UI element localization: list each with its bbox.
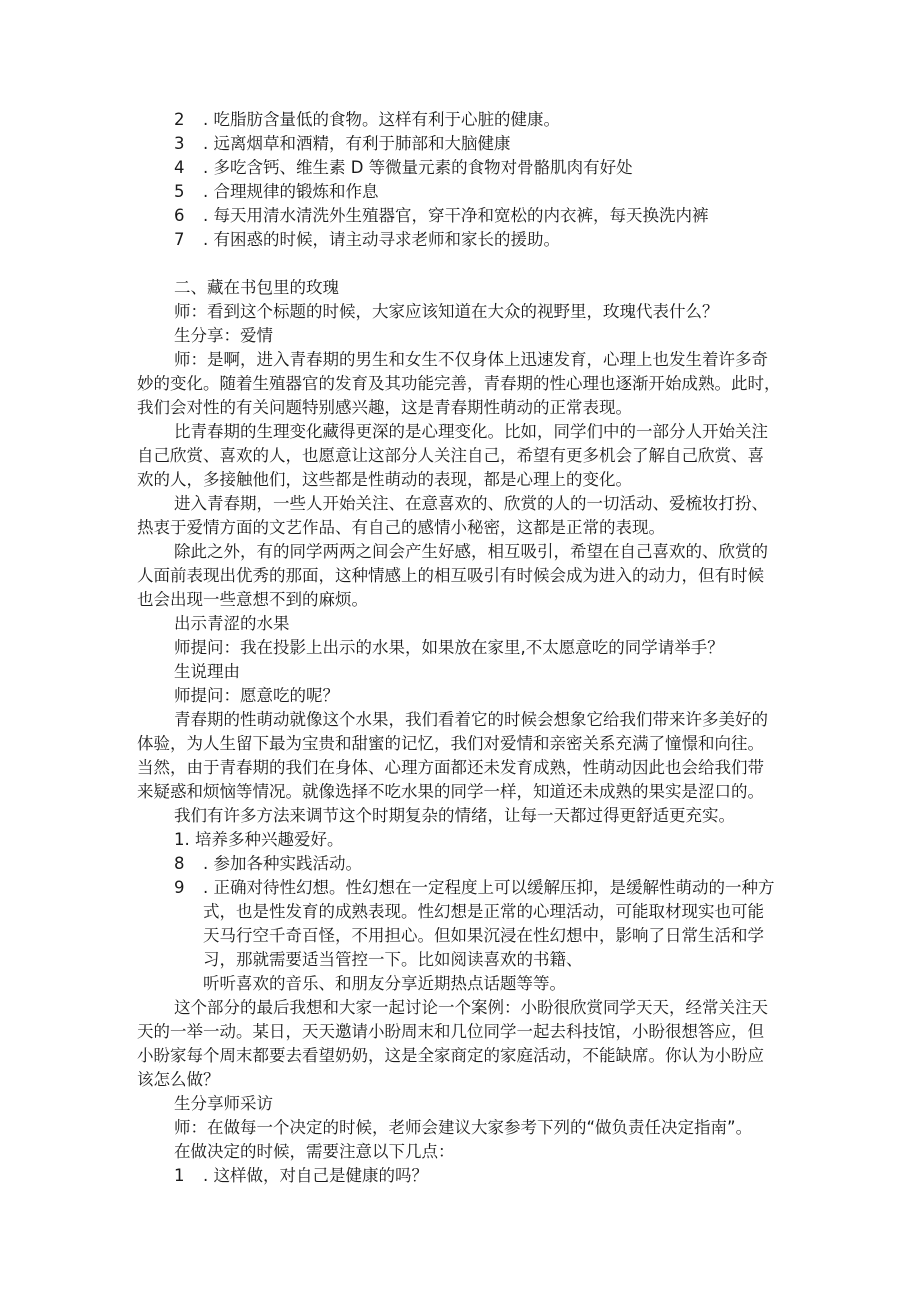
list-item: 7 . 有困惑的时候，请主动寻求老师和家长的援助。	[174, 230, 560, 249]
text-line: 自己欣赏、喜欢的人，也愿意让这部分人关注自己，希望有更多机会了解自己欣赏、喜	[137, 446, 764, 465]
text-line: 师：是啊，进入青春期的男生和女生不仅身体上迅速发育，心理上也发生着许多奇	[174, 350, 768, 369]
list-item: 2 . 吃脂肪含量低的食物。这样有利于心脏的健康。	[174, 110, 560, 129]
text-line: 除此之外，有的同学两两之间会产生好感，相互吸引，希望在自己喜欢的、欣赏的	[174, 542, 768, 561]
text-line: 生分享师采访	[174, 1094, 273, 1113]
text-line: 生分享：爱情	[174, 326, 273, 345]
text-line: 该怎么做？	[137, 1070, 220, 1089]
text-line: 青春期的性萌动就像这个水果，我们看着它的时候会想象它给我们带来许多美好的	[174, 710, 768, 729]
text-line: 出示青涩的水果	[174, 614, 290, 633]
text-line: 天马行空千奇百怪，不用担心。但如果沉浸在性幻想中，影响了日常生活和学	[203, 926, 764, 945]
text-line: 当然，由于青春期的我们在身体、心理方面都还未发育成熟，性萌动因此也会给我们带	[137, 758, 764, 777]
list-item: 9 . 正确对待性幻想。性幻想在一定程度上可以缓解压抑，是缓解性萌动的一种方	[174, 878, 775, 897]
text-line: 天的一举一动。某日，天天邀请小盼周末和几位同学一起去科技馆，小盼很想答应，但	[137, 1022, 764, 1041]
text-line: 听听喜欢的音乐、和朋友分享近期热点话题等等。	[203, 974, 566, 993]
text-line: 妙的变化。随着生殖器官的发育及其功能完善，青春期的性心理也逐渐开始成熟。此时，	[137, 374, 781, 393]
list-item: 8 . 参加各种实践活动。	[174, 854, 362, 873]
text-line: 师提问：愿意吃的呢？	[174, 686, 339, 705]
text-line: 热衷于爱情方面的文艺作品、有自己的感情小秘密，这都是正常的表现。	[137, 518, 665, 537]
section-heading: 二、藏在书包里的玫瑰	[174, 278, 339, 297]
list-item: 1 . 这样做，对自己是健康的吗？	[174, 1166, 428, 1185]
text-line: 人面前表现出优秀的那面，这种情感上的相互吸引有时候会成为进入的动力，但有时候	[137, 566, 764, 585]
list-item: 5 . 合理规律的锻炼和作息	[174, 182, 379, 201]
list-item: 1. 培养多种兴趣爱好。	[174, 830, 344, 849]
text-line: 我们有许多方法来调节这个时期复杂的情绪，让每一天都过得更舒适更充实。	[174, 806, 735, 825]
text-line: 进入青春期，一些人开始关注、在意喜欢的、欣赏的人的一切活动、爱梳妆打扮、	[174, 494, 768, 513]
text-line: 这个部分的最后我想和大家一起讨论一个案例：小盼很欣赏同学天天，经常关注天	[174, 998, 768, 1017]
text-line: 体验，为人生留下最为宝贵和甜蜜的记忆，我们对爱情和亲密关系充满了憧憬和向往。	[137, 734, 764, 753]
text-line: 生说理由	[174, 662, 240, 681]
text-line: 来疑惑和烦恼等情况。就像选择不吃水果的同学一样，知道还未成熟的果实是涩口的。	[137, 782, 764, 801]
list-item: 4 . 多吃含钙、维生素 D 等微量元素的食物对骨骼肌肉有好处	[174, 158, 633, 177]
text-line: 师：看到这个标题的时候，大家应该知道在大众的视野里，玫瑰代表什么？	[174, 302, 719, 321]
text-line: 也会出现一些意想不到的麻烦。	[137, 590, 368, 609]
text-line: 欢的人，多接触他们，这些都是性萌动的表现，都是心理上的变化。	[137, 470, 632, 489]
text-line: 小盼家每个周末都要去看望奶奶，这是全家商定的家庭活动，不能缺席。你认为小盼应	[137, 1046, 764, 1065]
text-line: 师：在做每一个决定的时候，老师会建议大家参考下列的“做负责任决定指南”。	[174, 1118, 753, 1137]
text-line: 习，那就需要适当管控一下。比如阅读喜欢的书籍、	[203, 950, 583, 969]
text-line: 式，也是性发育的成熟表现。性幻想是正常的心理活动，可能取材现实也可能	[203, 902, 764, 921]
list-item: 3 . 远离烟草和酒精，有利于肺部和大脑健康	[174, 134, 511, 153]
text-line: 师提问：我在投影上出示的水果，如果放在家里,不太愿意吃的同学请举手？	[174, 638, 724, 657]
text-line: 在做决定的时候，需要注意以下几点：	[174, 1142, 455, 1161]
list-item: 6 . 每天用清水清洗外生殖器官，穿干净和宽松的内衣裤，每天换洗内裤	[174, 206, 709, 225]
text-line: 我们会对性的有关问题特别感兴趣，这是青春期性萌动的正常表现。	[137, 398, 632, 417]
text-line: 比青春期的生理变化藏得更深的是心理变化。比如，同学们中的一部分人开始关注	[174, 422, 768, 441]
